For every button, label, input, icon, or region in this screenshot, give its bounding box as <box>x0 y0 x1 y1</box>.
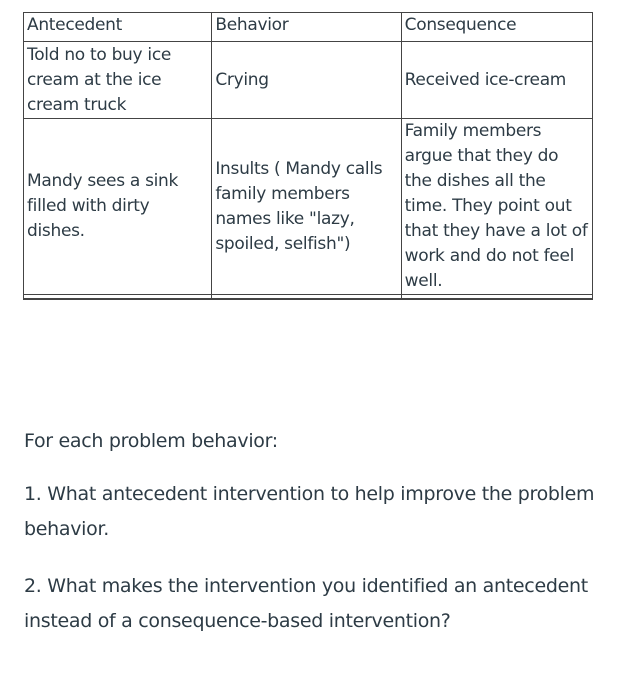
question-intro: For each problem behavior: <box>24 430 278 452</box>
cell-consequence: Received ice-cream <box>401 42 592 119</box>
header-antecedent: Antecedent <box>24 13 212 42</box>
header-behavior: Behavior <box>212 13 401 42</box>
cell-behavior: Insults ( Mandy calls family members names like "lazy, spoiled, selfish") <box>212 119 401 295</box>
table-row <box>24 42 593 119</box>
cell-antecedent: Told no to buy ice cream at the ice cream truck <box>24 42 212 119</box>
table-header-row <box>24 13 593 42</box>
question-1: 1. What antecedent intervention to help improve the problem behavior. <box>24 483 595 540</box>
table-empty-row <box>24 295 593 300</box>
cell-behavior: Crying <box>212 42 401 119</box>
table-row <box>24 119 593 295</box>
question-block <box>24 424 614 661</box>
question-2: 2. What makes the intervention you identified an antecedent instead of a consequence-based intervention? <box>24 575 588 632</box>
abc-table <box>23 12 593 300</box>
cell-antecedent: Mandy sees a sink filled with dirty dishes. <box>24 119 212 295</box>
header-consequence: Consequence <box>401 13 592 42</box>
cell-consequence: Family members argue that they do the dishes all the time. They point out that they have a lot of work and do not feel well. <box>401 119 592 295</box>
